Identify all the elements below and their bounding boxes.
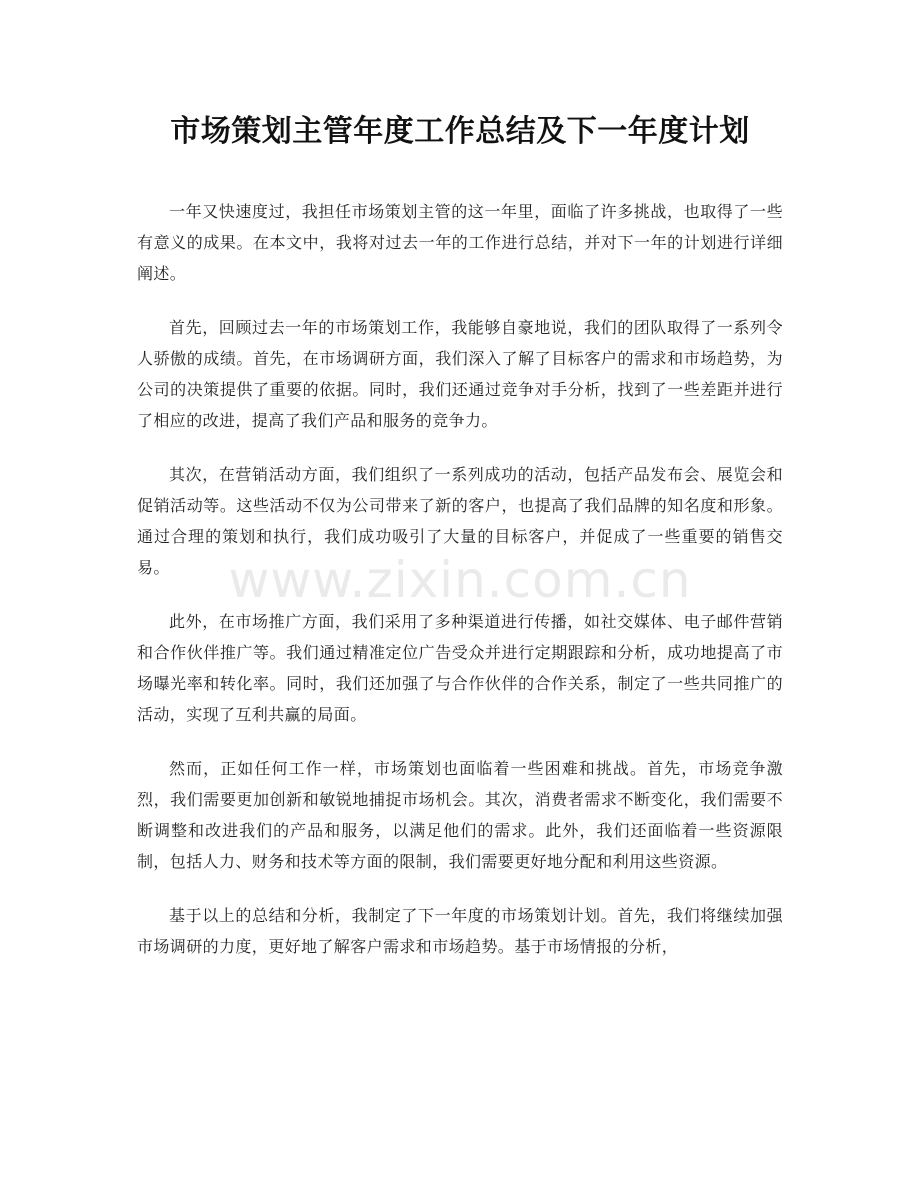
watermark: www.zixin.com.cn	[228, 551, 692, 609]
paragraph-1: 一年又快速度过，我担任市场策划主管的这一年里，面临了许多挑战，也取得了一些有意义的成果。在本文中，我将对过去一年的工作进行总结，并对下一年的计划进行详细阐述。	[137, 202, 783, 283]
paragraph-5: 然而，正如任何工作一样，市场策划也面临着一些困难和挑战。首先，市场竞争激烈，我们需要更加创新和敏锐地捕捉市场机会。其次，消费者需求不断变化，我们需要不断调整和改进我们的产品和服务，以满足他们的需求。此外，我们还面临着一些资源限制，包括人力、财务和技术等方面的限制，我们需要更好地分配和利用这些资源。	[137, 759, 783, 871]
paragraph-3: 其次，在营销活动方面，我们组织了一系列成功的活动，包括产品发布会、展览会和促销活动等。这些活动不仅为公司带来了新的客户，也提高了我们品牌的知名度和形象。通过合理的策划和执行，我们成功吸引了大量的目标客户，并促成了一些重要的销售交易。	[137, 465, 783, 577]
document-title: 市场策划主管年度工作总结及下一年度计划	[170, 114, 750, 149]
paragraph-4: 此外，在市场推广方面，我们采用了多种渠道进行传播，如社交媒体、电子邮件营销和合作伙伴推广等。我们通过精准定位广告受众并进行定期跟踪和分析，成功地提高了市场曝光率和转化率。同时，我们还加强了与合作伙伴的合作关系，制定了一些共同推广的活动，实现了互利共赢的局面。	[137, 612, 783, 724]
paragraph-2: 首先，回顾过去一年的市场策划工作，我能够自豪地说，我们的团队取得了一系列令人骄傲的成绩。首先，在市场调研方面，我们深入了解了目标客户的需求和市场趋势，为公司的决策提供了重要的依据。同时，我们还通过竞争对手分析，找到了一些差距并进行了相应的改进，提高了我们产品和服务的竞争力。	[137, 318, 783, 430]
paragraph-6: 基于以上的总结和分析，我制定了下一年度的市场策划计划。首先，我们将继续加强市场调研的力度，更好地了解客户需求和市场趋势。基于市场情报的分析，	[137, 906, 783, 956]
